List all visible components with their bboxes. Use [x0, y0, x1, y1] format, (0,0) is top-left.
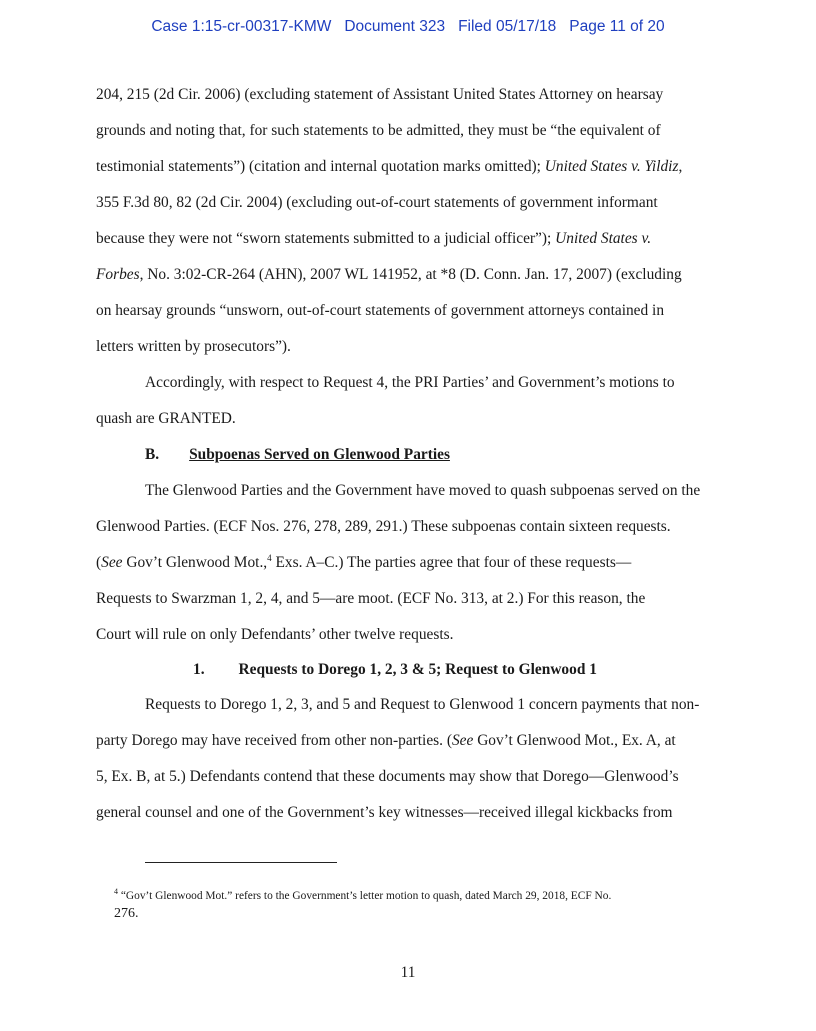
pacer-header: [0, 18, 816, 36]
footnote-text-end: 276.: [114, 906, 139, 921]
text: , No. 3:02-CR-264 (AHN), 2007 WL 141952, at *8 (D. Conn. Jan. 17, 2007) (excluding: [139, 266, 682, 283]
signal: See: [101, 554, 123, 571]
text: (: [96, 554, 102, 571]
case-citation: Forbes: [96, 266, 140, 283]
text: because they were not “sworn statements submitted to a judicial officer”);: [96, 230, 556, 247]
footnote-divider: [145, 862, 337, 863]
subsection-label: 1.: [193, 661, 205, 678]
page-number: 11: [400, 964, 416, 981]
body-line: general counsel and one of the Government’s key witnesses—received illegal kickbacks from: [96, 804, 673, 821]
body-line: [96, 554, 631, 572]
body-line: [96, 230, 651, 248]
signal: See: [451, 732, 474, 749]
text: party Dorego may have received from other non-parties. (: [96, 732, 452, 749]
footnote-number: 4: [114, 887, 118, 896]
text: Exs. A–C.) The parties agree that four of these requests—: [271, 554, 632, 571]
footnote-text: “Gov’t Glenwood Mot.” refers to the Government’s letter motion to quash, dated March 29, 2018, ECF No.: [118, 890, 612, 902]
section-label: B.: [145, 446, 160, 463]
document-number: Document 323: [344, 18, 446, 35]
body-line: Requests to Dorego 1, 2, 3, and 5 and Request to Glenwood 1 concern payments that non-: [145, 696, 700, 713]
body-line: 204, 215 (2d Cir. 2006) (excluding statement of Assistant United States Attorney on hearsay: [96, 86, 664, 103]
footnote: [114, 887, 734, 923]
text: Gov’t Glenwood Mot., Ex. A, at: [473, 732, 676, 749]
body-line: quash are GRANTED.: [96, 410, 236, 427]
body-line: Glenwood Parties. (ECF Nos. 276, 278, 289, 291.) These subpoenas contain sixteen requests.: [96, 518, 671, 535]
case-citation: United States v. Yildiz: [544, 158, 679, 175]
subsection-title: Requests to Dorego 1, 2, 3 & 5; Request to Glenwood 1: [238, 661, 597, 678]
body-line: 355 F.3d 80, 82 (2d Cir. 2004) (excluding out-of-court statements of government informant: [96, 194, 658, 211]
case-citation: United States v.: [555, 230, 652, 247]
body-line: Court will rule on only Defendants’ other twelve requests.: [96, 626, 454, 643]
subsection-heading-1: [193, 661, 597, 679]
footnote-ref[interactable]: 4: [267, 553, 272, 563]
page-of: Page 11 of 20: [569, 18, 665, 35]
body-line: Requests to Swarzman 1, 2, 4, and 5—are moot. (ECF No. 313, at 2.) For this reason, the: [96, 590, 646, 607]
body-line: 5, Ex. B, at 5.) Defendants contend that these documents may show that Dorego—Glenwood’s: [96, 768, 679, 785]
filed-date: Filed 05/17/18: [458, 18, 557, 35]
body-line: on hearsay grounds “unsworn, out-of-court statements of government attorneys contained in: [96, 302, 665, 319]
section-heading-b: [145, 446, 450, 464]
body-line: [96, 732, 676, 750]
text: testimonial statements”) (citation and internal quotation marks omitted);: [96, 158, 545, 175]
text: Gov’t Glenwood Mot.,: [122, 554, 268, 571]
section-title: Subpoenas Served on Glenwood Parties: [189, 446, 450, 463]
body-line: [96, 158, 682, 176]
body-line: letters written by prosecutors”).: [96, 338, 291, 355]
body-line: [96, 266, 682, 284]
body-line: The Glenwood Parties and the Government have moved to quash subpoenas served on the: [145, 482, 701, 499]
text: ,: [678, 158, 683, 175]
body-line: Accordingly, with respect to Request 4, the PRI Parties’ and Government’s motions to: [145, 374, 675, 391]
case-number: Case 1:15-cr-00317-KMW: [151, 18, 332, 35]
body-line: grounds and noting that, for such statements to be admitted, they must be “the equivalent of: [96, 122, 661, 139]
